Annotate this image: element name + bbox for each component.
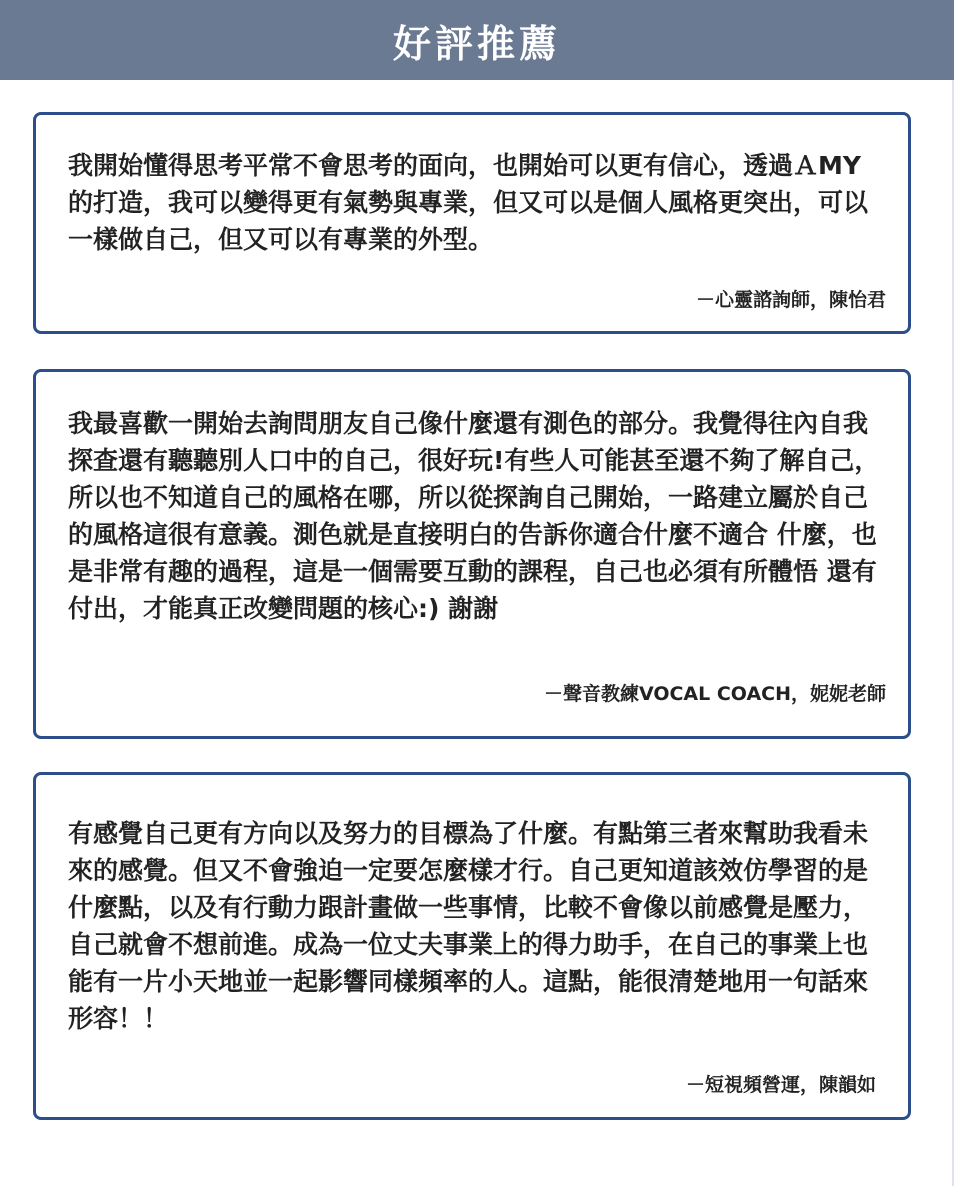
testimonial-card (33, 369, 911, 739)
testimonial-card (33, 112, 911, 334)
testimonial-author: －心靈諮詢師，陳怡君 (695, 289, 886, 311)
testimonial-quote: 有感覺自己更有方向以及努力的目標為了什麼。有點第三者來幫助我看未來的感覺。但又不會強迫一定要怎麼樣才行。自己更知道該效仿學習的是什麼點，以及有行動力跟計畫做一些事情，比較不會像以前感覺是壓力，自己就會不想前進。成為一位丈夫事業上的得力助手，在自己的事業上也能有一片小天地並一起影響同樣頻率的人。這點，能很清楚地用一句話來形容！！ (68, 819, 869, 1033)
page-title: 好評推薦 (392, 21, 561, 66)
header-banner (0, 0, 954, 80)
testimonial-quote: 我最喜歡一開始去詢問朋友自己像什麼還有測色的部分。我覺得往內自我探查還有聽聽別人口中的自己，很好玩!有些人可能甚至還不夠了解自己，所以也不知道自己的風格在哪，所以從探詢自己開始，一路建立屬於自己的風格這很有意義。測色就是直接明白的告訴你適合什麼不適合 什麼，也是非常有趣的過程，這是一個需要互動的課程，自己也必須有所體悟 還有付出，才能真正改變問題的核心:) 謝謝 (68, 409, 880, 623)
testimonial-author: －短視頻營運，陳韻如 (685, 1074, 876, 1096)
testimonial-author: －聲音教練VOCAL COACH，妮妮老師 (543, 683, 886, 705)
testimonial-quote: 我開始懂得思考平常不會思考的面向，也開始可以更有信心，透過ＡMY的打造，我可以變得更有氣勢與專業，但又可以是個人風格更突出，可以一樣做自己，但又可以有專業的外型。 (68, 151, 869, 254)
testimonial-card (33, 772, 911, 1120)
